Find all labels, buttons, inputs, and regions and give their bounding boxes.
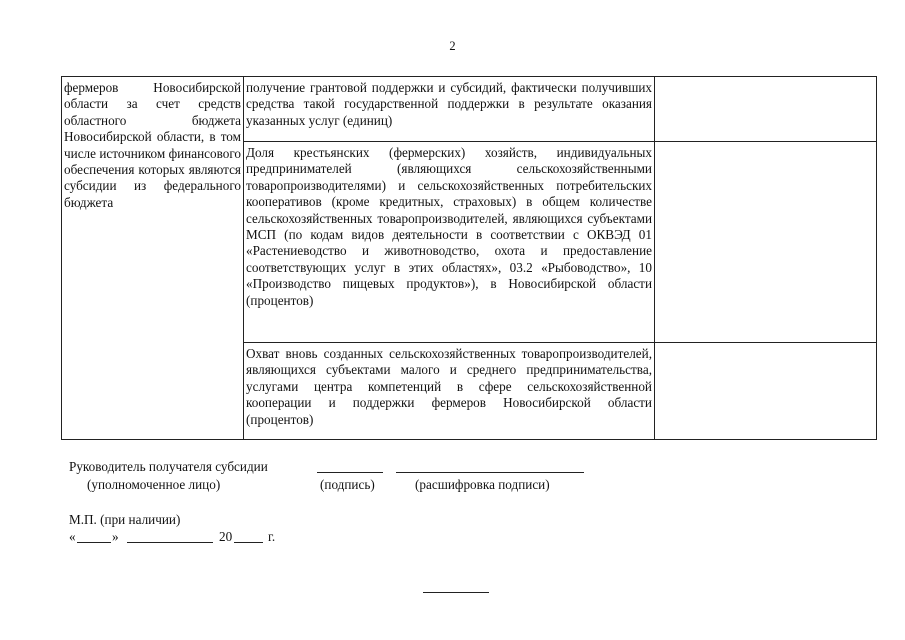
date-year-line bbox=[234, 542, 263, 543]
value-cell bbox=[655, 343, 877, 440]
signature-decode-caption: (расшифровка подписи) bbox=[415, 477, 550, 492]
value-cell bbox=[655, 77, 877, 142]
date-day-line bbox=[77, 542, 111, 543]
date-open-quote: « bbox=[69, 529, 76, 544]
date-year-prefix: 20 bbox=[219, 529, 233, 544]
stamp-label: М.П. (при наличии) bbox=[69, 512, 181, 527]
signature-line bbox=[317, 472, 383, 473]
indicator-cell: получение грантовой поддержки и субсидий, фактически получивших средства такой государственной поддержки в результате оказания указанных услуг (единиц) bbox=[244, 77, 655, 142]
date-month-line bbox=[127, 542, 213, 543]
signature-decode-line bbox=[396, 472, 584, 473]
signature-caption: (подпись) bbox=[320, 477, 375, 492]
indicator-cell: Доля крестьянских (фермерских) хозяйств, индивидуальных предпринимателей (являющихся сельскохозяйственными товаропроизводителями) и сельскохозяйственных потребительских кооперативов (кроме кредитных, страховых) в общем количестве сельскохозяйственных товаропроизводителей, являющихся субъектами МСП (по кодам видов деятельности в соответствии с ОКВЭД 01 «Растениеводство и животноводство, охота и предоставление соответствующих услуг в этих областях», 03.2 «Рыбоводство», 10 «Производство пищевых продуктов»), в Новосибирской области (процентов) bbox=[244, 142, 655, 343]
value-cell bbox=[655, 142, 877, 343]
indicators-table bbox=[61, 76, 877, 440]
page-number: 2 bbox=[449, 39, 456, 53]
head-label: Руководитель получателя субсидии bbox=[69, 459, 268, 474]
table-row bbox=[62, 77, 877, 142]
indicator-cell: Охват вновь созданных сельскохозяйственных товаропроизводителей, являющихся субъектами малого и среднего предпринимательства, услугами центра компетенций в сфере сельскохозяйственной кооперации и поддержки фермеров Новосибирской области (процентов) bbox=[244, 343, 655, 440]
footer-divider bbox=[423, 592, 489, 593]
date-suffix: г. bbox=[268, 529, 276, 544]
recipient-category-cell: фермеров Новосибирской области за счет средств областного бюджета Новосибирской области, в том числе источником финансового обеспечения которых являются субсидии из федерального бюджета bbox=[62, 77, 244, 440]
date-close-quote: » bbox=[112, 529, 119, 544]
head-sublabel: (уполномоченное лицо) bbox=[87, 477, 221, 492]
